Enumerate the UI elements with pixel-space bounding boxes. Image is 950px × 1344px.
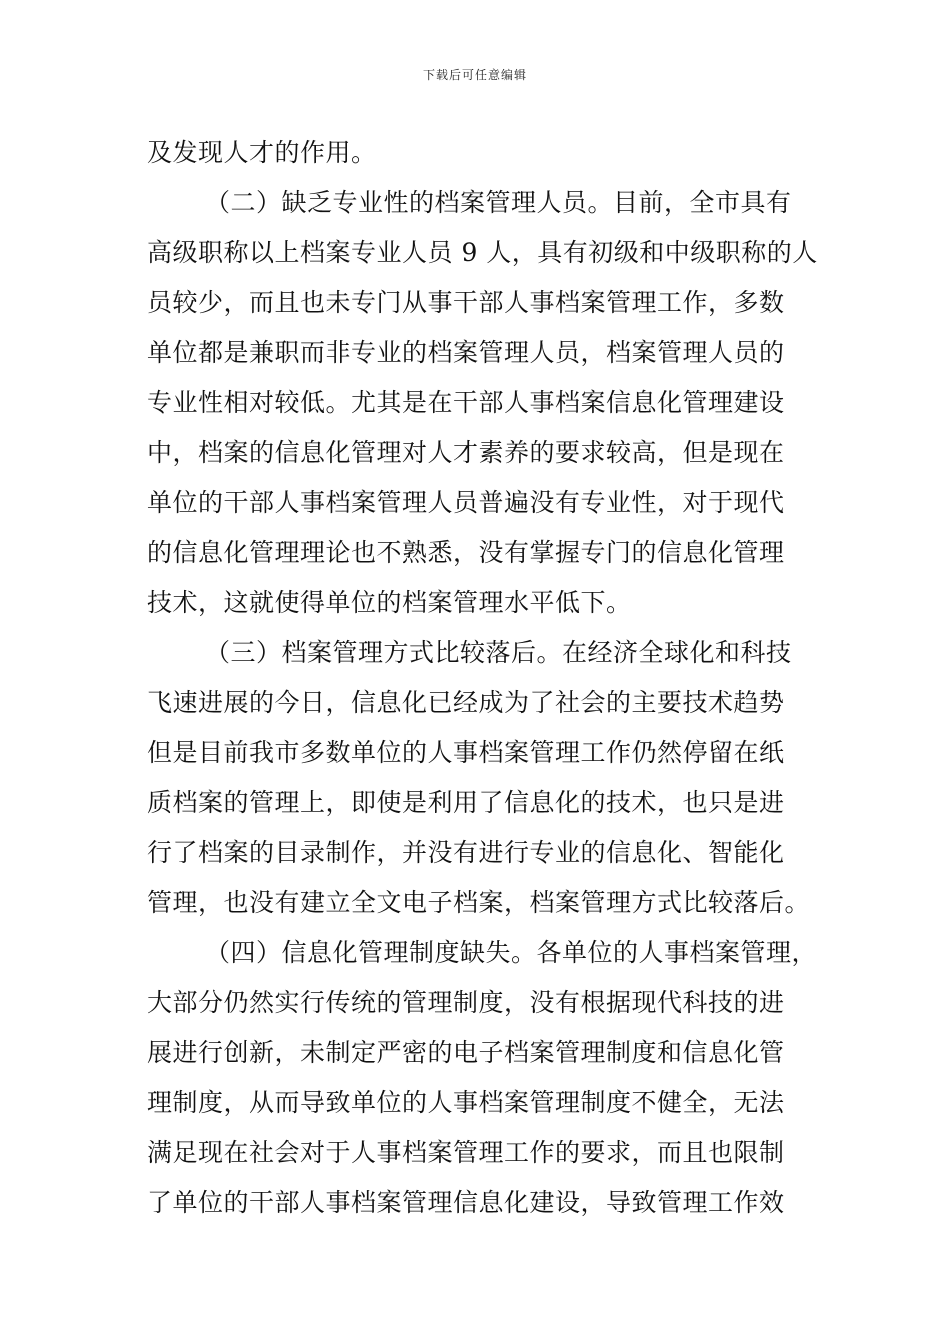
text-line: 单位都是兼职而非专业的档案管理人员，档案管理人员的 xyxy=(147,338,785,367)
document-body xyxy=(147,128,837,1228)
text-line: 大部分仍然实行传统的管理制度，没有根据现代科技的进 xyxy=(147,988,785,1017)
paragraph-4-heading-line: （四）信息化管理制度缺失。各单位的人事档案管理， xyxy=(205,938,818,967)
text-line: 理制度，从而导致单位的人事档案管理制度不健全，无法 xyxy=(147,1088,785,1117)
paragraph-3-heading-line: （三）档案管理方式比较落后。在经济全球化和科技 xyxy=(205,638,792,667)
text-line: 飞速进展的今日，信息化已经成为了社会的主要技术趋势 xyxy=(147,688,785,717)
text-line: 的信息化管理理论也不熟悉，没有掌握专门的信息化管理 xyxy=(147,538,785,567)
page-header-note: 下载后可任意编辑 xyxy=(422,68,527,82)
text-line: 满足现在社会对于人事档案管理工作的要求，而且也限制 xyxy=(147,1138,785,1167)
text-line: 展进行创新，未制定严密的电子档案管理制度和信息化管 xyxy=(147,1038,785,1067)
text-line: 高级职称以上档案专业人员 9 人，具有初级和中级职称的人 xyxy=(147,238,818,267)
text-line: 管理，也没有建立全文电子档案，档案管理方式比较落后。 xyxy=(147,888,811,917)
text-line: 员较少，而且也未专门从事干部人事档案管理工作，多数 xyxy=(147,288,785,317)
text-line: 技术，这就使得单位的档案管理水平低下。 xyxy=(147,588,632,617)
text-line: 单位的干部人事档案管理人员普遍没有专业性，对于现代 xyxy=(147,488,785,517)
text-line: 专业性相对较低。尤其是在干部人事档案信息化管理建设 xyxy=(147,388,785,417)
paragraph-2-heading-line: （二）缺乏专业性的档案管理人员。目前，全市具有 xyxy=(205,188,792,217)
text-line: 但是目前我市多数单位的人事档案管理工作仍然停留在纸 xyxy=(147,738,785,767)
text-line: 了单位的干部人事档案管理信息化建设，导致管理工作效 xyxy=(147,1188,785,1217)
text-line: 行了档案的目录制作，并没有进行专业的信息化、智能化 xyxy=(147,838,785,867)
text-line: 质档案的管理上，即使是利用了信息化的技术，也只是进 xyxy=(147,788,785,817)
text-line: 中，档案的信息化管理对人才素养的要求较高，但是现在 xyxy=(147,438,785,467)
text-line: 及发现人才的作用。 xyxy=(147,138,377,167)
